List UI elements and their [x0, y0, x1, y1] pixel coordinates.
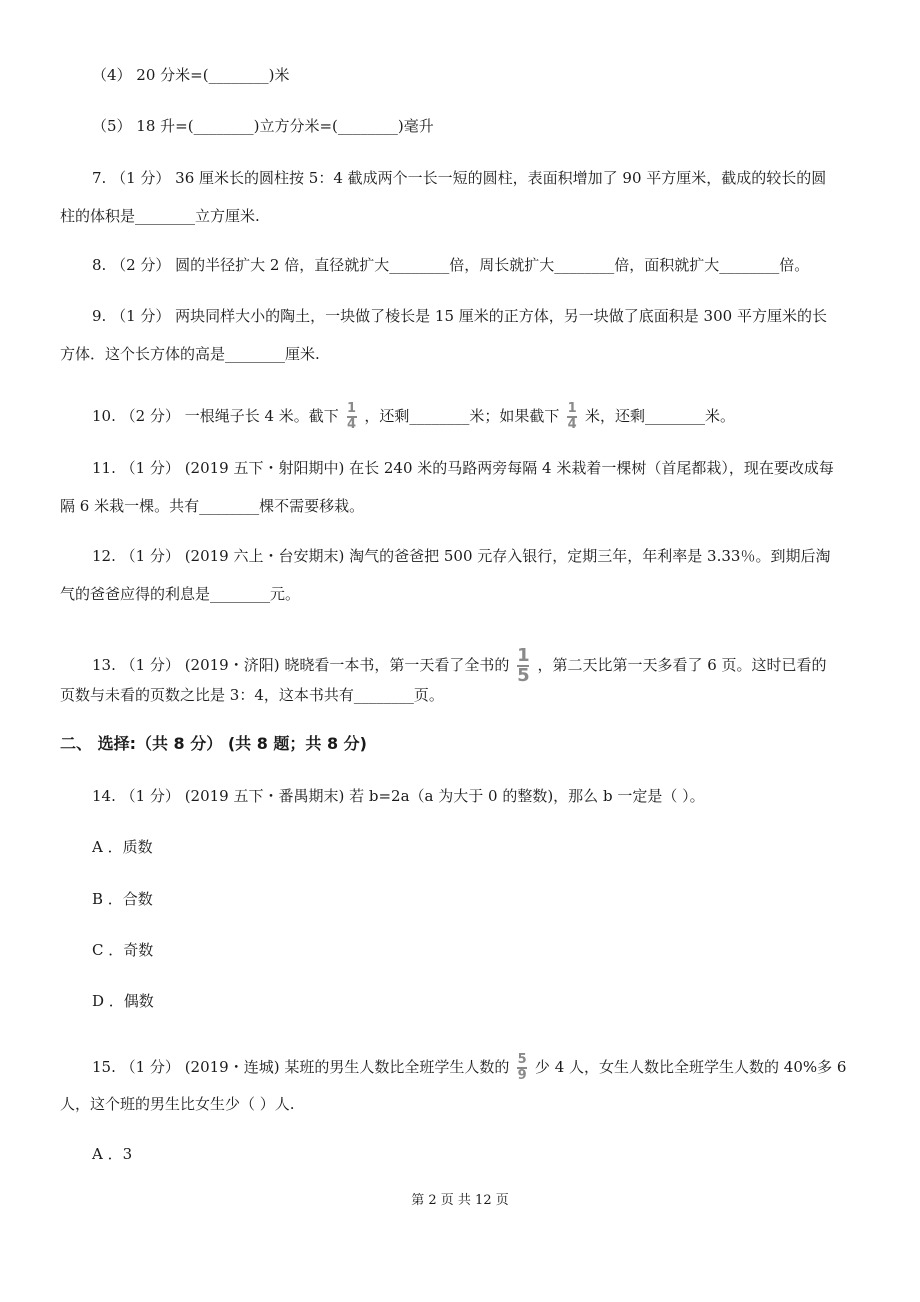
question-15-line-1: [92, 1054, 846, 1082]
question-7-line-1: 7. （1 分） 36 厘米长的圆柱按 5：4 截成两个一长一短的圆柱，表面积增加了 90 平方厘米，截成的较长的圆: [92, 169, 827, 187]
question-9-line-2: 方体．这个长方体的高是________厘米.: [60, 345, 320, 363]
question-7-line-2: 柱的体积是________立方厘米.: [60, 207, 260, 225]
question-10-text-a: 10. （2 分） 一根绳子长 4 米。截下: [92, 407, 339, 425]
question-10-text-c: 米，还剩________米。: [584, 407, 735, 425]
question-14-option-d: D ．偶数: [92, 992, 154, 1010]
question-6-part-5: （5） 18 升=(________)立方分米=(________)毫升: [92, 117, 434, 135]
question-8: 8. （2 分） 圆的半径扩大 2 倍，直径就扩大________倍，周长就扩大________倍，面积就扩大________倍。: [92, 256, 810, 274]
question-14-option-c: C ．奇数: [92, 941, 154, 959]
question-13-line-1: [92, 645, 827, 686]
question-13-line-2: 页数与未看的页数之比是 3：4，这本书共有________页。: [60, 686, 444, 704]
question-11-line-1: 11. （1 分） (2019 五下・射阳期中) 在长 240 米的马路两旁每隔 4 米栽着一棵树（首尾都栽），现在要改成每: [92, 459, 834, 477]
question-14-option-b: B ．合数: [92, 890, 153, 908]
question-11-line-2: 隔 6 米栽一棵。共有________棵不需要移栽。: [60, 497, 365, 515]
question-10: [92, 403, 735, 431]
question-13-text-b: ，第二天比第一天多看了 6 页。这时已看的: [537, 656, 827, 674]
question-6-part-4: （4） 20 分米=(________)米: [92, 66, 290, 84]
question-14: 14. （1 分） (2019 五下・番禺期末) 若 b=2a（a 为大于 0 的整数)，那么 b 一定是（ ）。: [92, 787, 705, 805]
question-15-line-2: 人，这个班的男生比女生少（ ）人.: [60, 1095, 295, 1113]
fraction-one-fifth: $\frac{1}{5}$: [517, 645, 530, 686]
question-13-text-a: 13. （1 分） (2019・济阳) 晓晓看一本书，第一天看了全书的: [92, 656, 510, 674]
fraction-one-quarter-a: $\frac{1}{4}$: [347, 401, 357, 432]
question-12-line-2: 气的爸爸应得的利息是________元。: [60, 585, 301, 603]
question-9-line-1: 9. （1 分） 两块同样大小的陶土，一块做了棱长是 15 厘米的正方体，另一块做了底面积是 300 平方厘米的长: [92, 307, 827, 325]
question-10-text-b: ，还剩________米；如果截下: [364, 407, 560, 425]
question-14-option-a: A ．质数: [92, 838, 153, 856]
question-15-text-a: 15. （1 分） (2019・连城) 某班的男生人数比全班学生人数的: [92, 1058, 510, 1076]
page-footer: 第 2 页 共 12 页: [411, 1193, 509, 1208]
question-12-line-1: 12. （1 分） (2019 六上・台安期末) 淘气的爸爸把 500 元存入银行，定期三年，年利率是 3.33％。到期后淘: [92, 547, 831, 565]
fraction-five-ninths: $\frac{5}{9}$: [517, 1052, 527, 1083]
question-15-option-a: A ．3: [92, 1145, 133, 1163]
fraction-one-quarter-b: $\frac{1}{4}$: [567, 401, 577, 432]
question-15-text-b: 少 4 人，女生人数比全班学生人数的 40%多 6: [534, 1058, 847, 1076]
section-2-heading: 二、 选择:（共 8 分） (共 8 题；共 8 分): [60, 734, 367, 753]
